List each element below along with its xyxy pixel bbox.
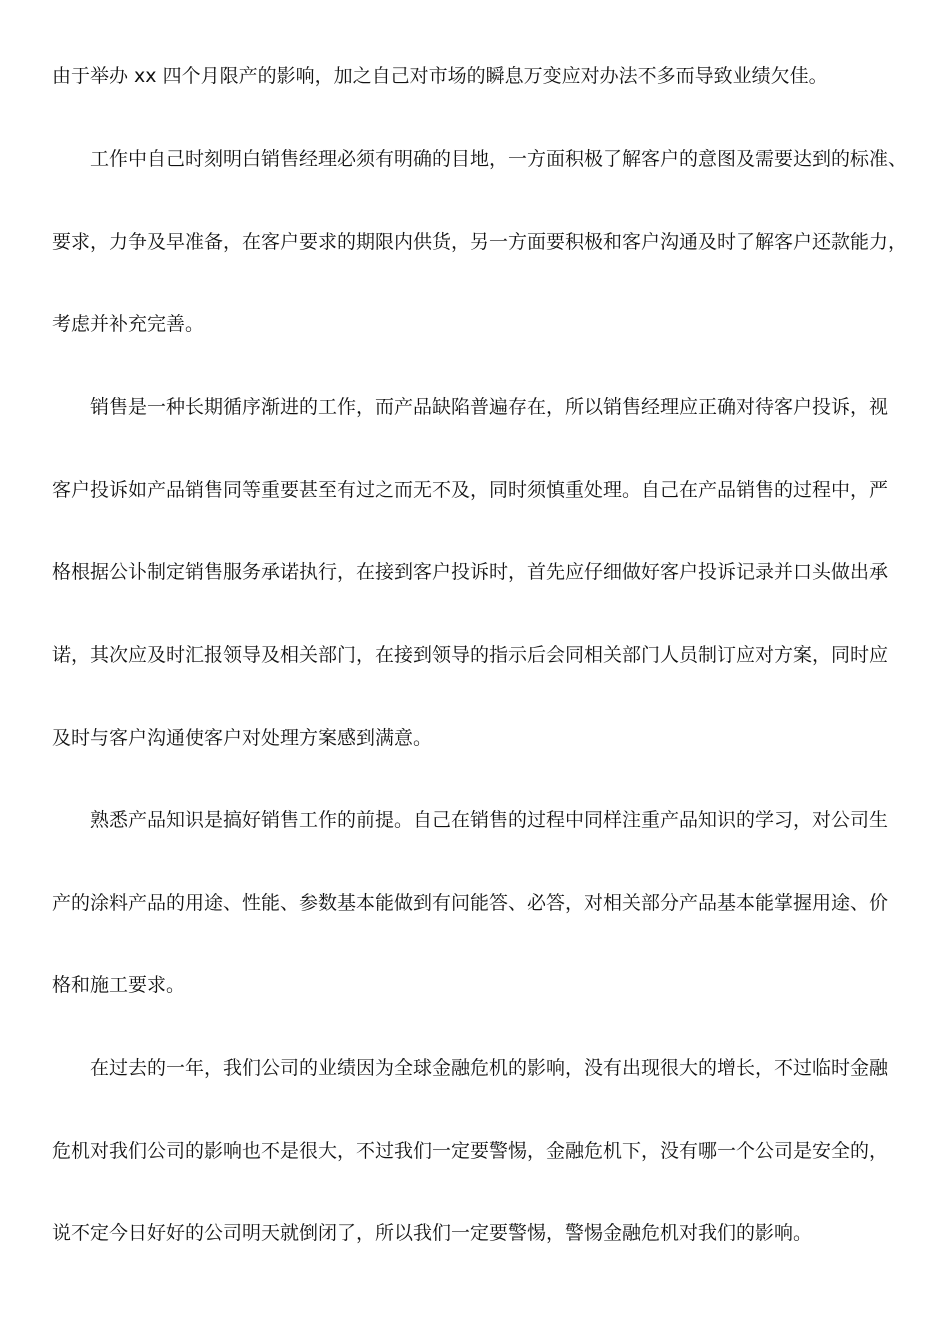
paragraph-3-line-3: 格根据公讣制定销售服务承诺执行，在接到客户投诉时，首先应仔细做好客户投诉记录并口头做出承 [52,561,889,583]
paragraph-3-line-4: 诺，其次应及时汇报领导及相关部门，在接到领导的指示后会同相关部门人员制订应对方案，同时应 [52,644,889,666]
paragraph-4-line-1: 熟悉产品知识是搞好销售工作的前提。自己在销售的过程中同样注重产品知识的学习，对公司生 [90,809,889,831]
paragraph-3-line-2: 客户投诉如产品销售同等重要甚至有过之而无不及，同时须慎重处理。自己在产品销售的过程中，严 [52,479,889,501]
paragraph-2-line-1: 工作中自己时刻明白销售经理必须有明确的目地，一方面积极了解客户的意图及需要达到的标准、 [90,148,908,170]
paragraph-5-line-3: 说不定今日好好的公司明天就倒闭了，所以我们一定要警惕，警惕金融危机对我们的影响。 [52,1222,813,1244]
paragraph-4-line-3: 格和施工要求。 [52,974,186,996]
paragraph-3-line-1: 销售是一种长期循序渐进的工作，而产品缺陷普遍存在，所以销售经理应正确对待客户投诉，视 [90,396,889,418]
paragraph-3-line-5: 及时与客户沟通使客户对处理方案感到满意。 [52,727,433,749]
paragraph-5-line-1: 在过去的一年，我们公司的业绩因为全球金融危机的影响，没有出现很大的增长，不过临时金融 [90,1057,889,1079]
paragraph-5-line-2: 危机对我们公司的影响也不是很大，不过我们一定要警惕，金融危机下，没有哪一个公司是安全的， [52,1140,889,1162]
paragraph-1-line-1: 由于举办 xx 四个月限产的影响，加之自己对市场的瞬息万变应对办法不多而导致业绩欠佳。 [52,65,828,87]
paragraph-2-line-3: 考虑并补充完善。 [52,313,205,335]
paragraph-2-line-2: 要求，力争及早准备，在客户要求的期限内供货，另一方面要积极和客户沟通及时了解客户还款能力， [52,231,908,253]
paragraph-4-line-2: 产的涂料产品的用途、性能、参数基本能做到有问能答、必答，对相关部分产品基本能掌握用途、价 [52,892,889,914]
